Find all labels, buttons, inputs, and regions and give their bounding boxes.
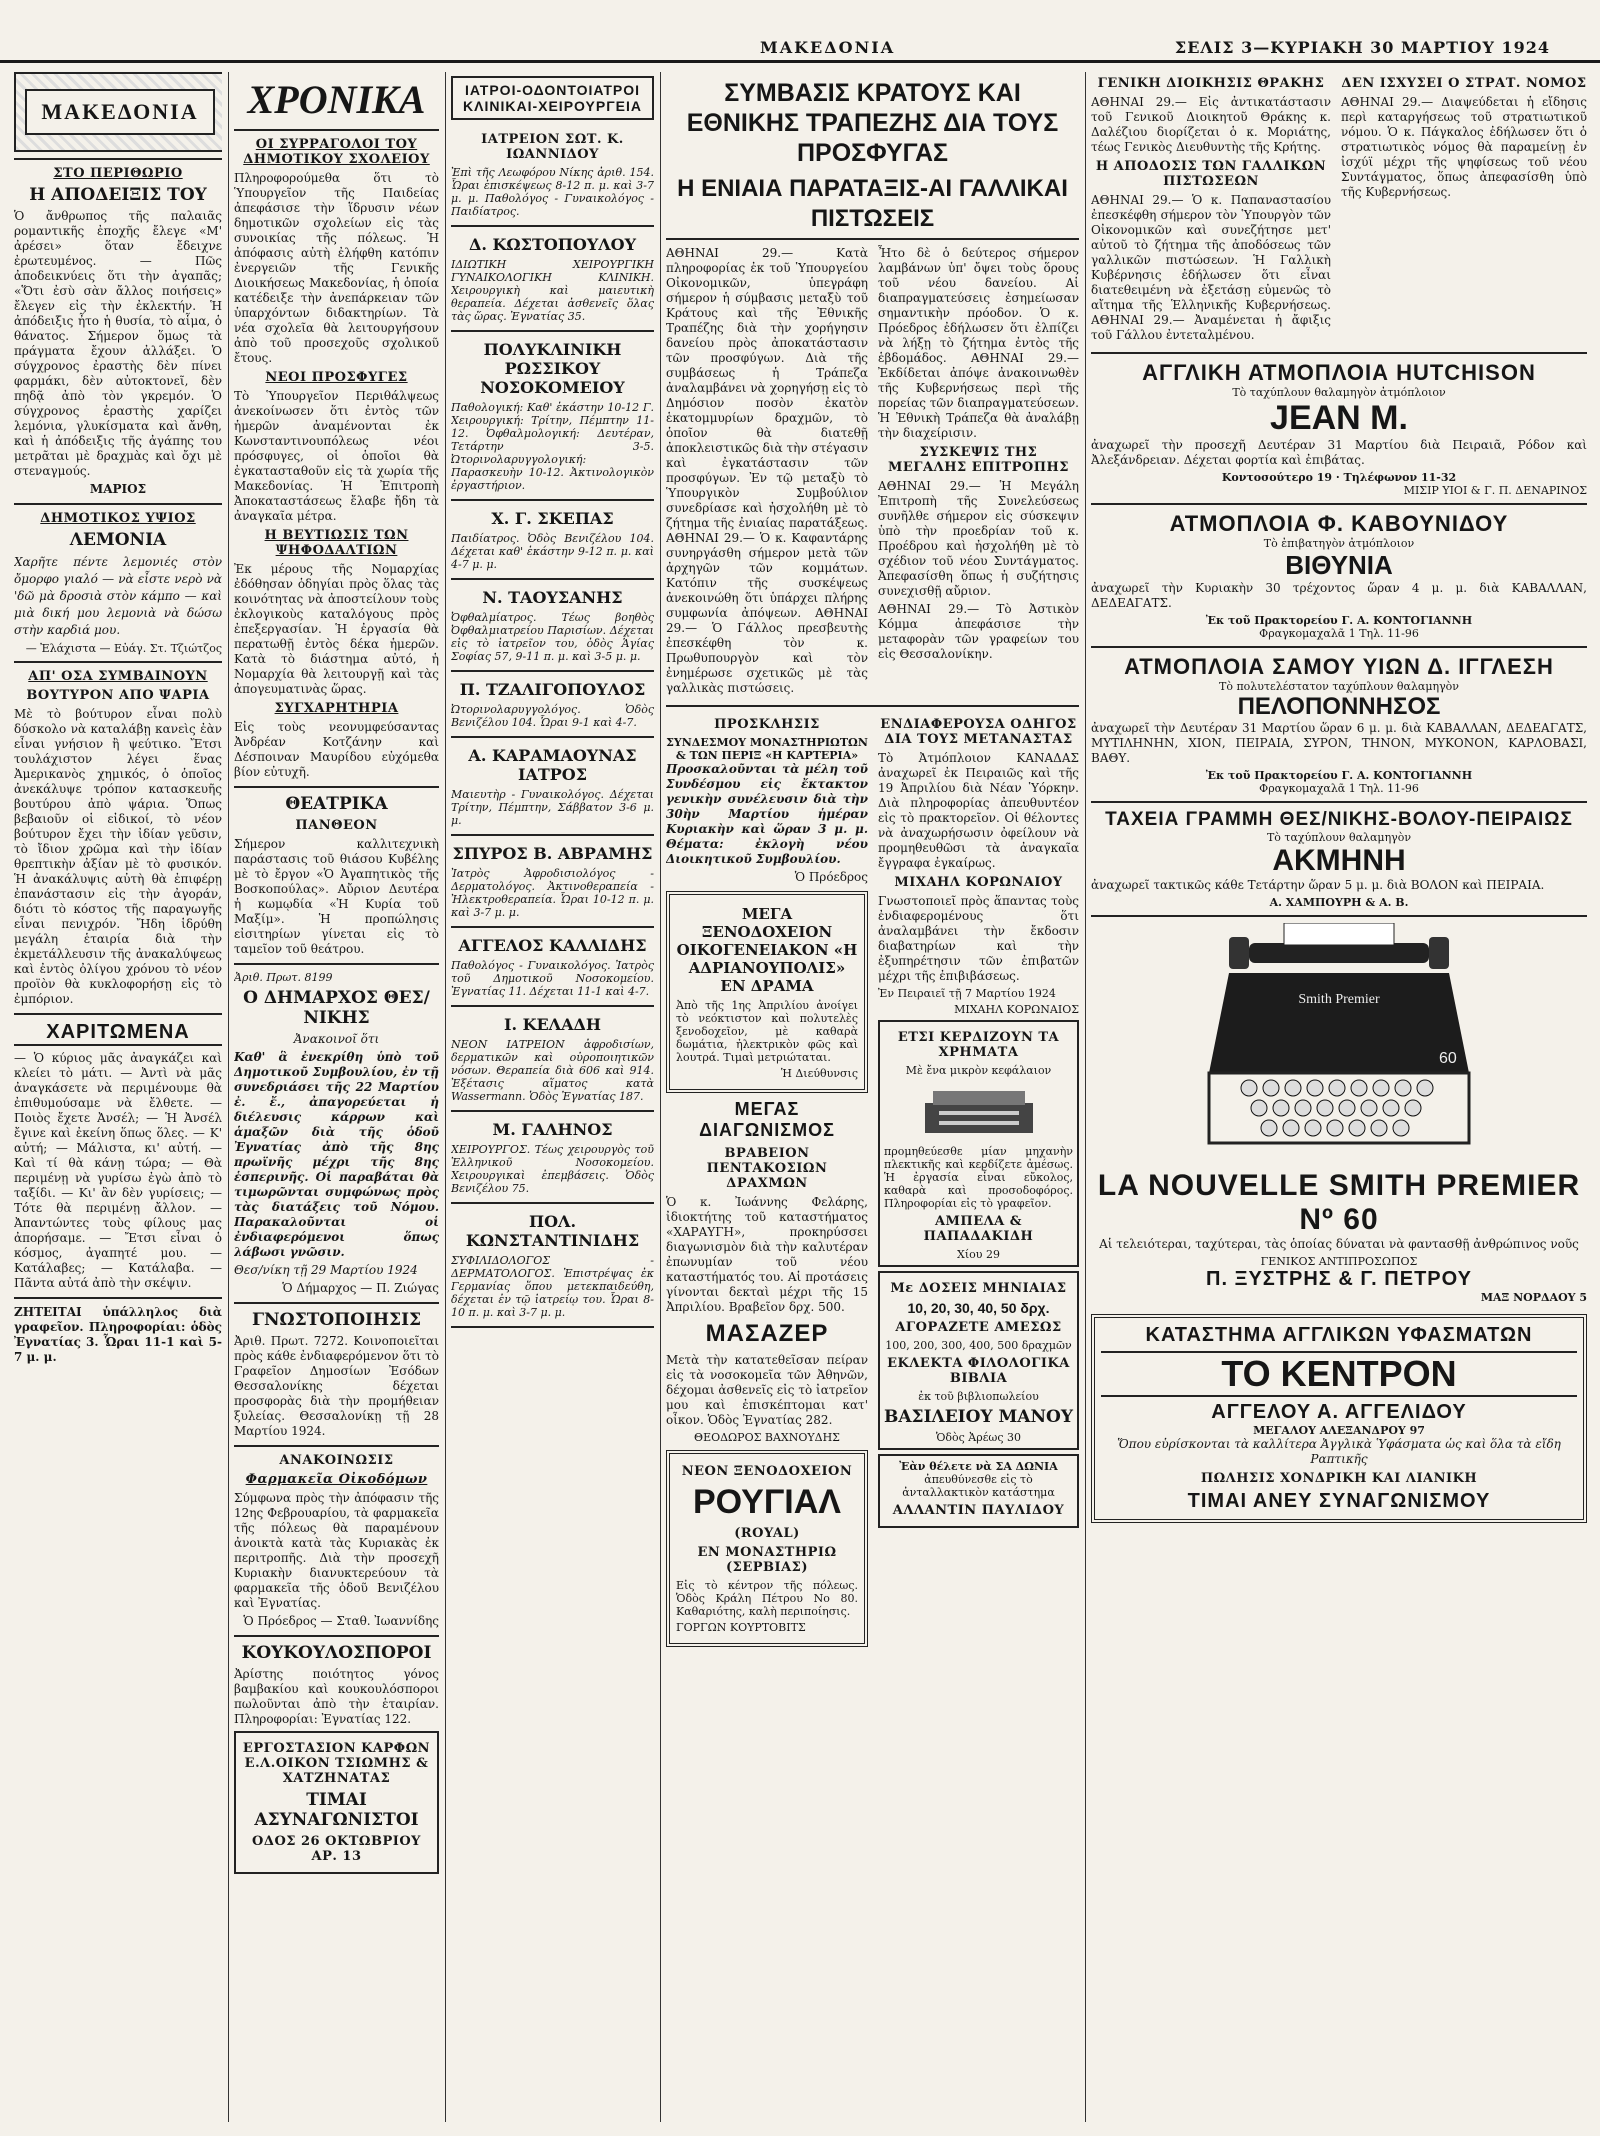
notice-subtitle: Ἀνακοινοῖ ὅτι <box>293 1032 380 1046</box>
news-col-b <box>878 246 1079 699</box>
section-kicker: ΣΤΟ ΠΕΡΙΘΩΡΙΟ <box>53 166 183 181</box>
divider <box>14 661 222 663</box>
divider <box>234 963 439 965</box>
hutchison-title: ΑΓΓΛΙΚΗ ΑΤΜΟΠΛΟΙΑ HUTCHISON <box>1142 360 1536 385</box>
chronika-item-title: Η ΒΕΥΤΙΩΣΙΣ ΤΩΝ ΨΗΦΟΔΑΛΤΙΩΝ <box>264 528 409 558</box>
cash-shop: ΑΜΠΕΛΑ & ΠΑΠΑΔΑΚΙΔΗ <box>923 1214 1034 1244</box>
doctor-name: ΣΠΥΡΟΣ Β. ΑΒΡΑΜΗΣ <box>452 844 653 863</box>
headline-1: ΣΥΜΒΑΣΙΣ ΚΡΑΤΟΥΣ ΚΑΙ ΕΘΝΙΚΗΣ ΤΡΑΠΕΖΗΣ ΔΙΑ ΤΟΥΣ ΠΡΟΣΦΥΓΑΣ <box>686 79 1059 167</box>
notice-signature: Ὁ Δήμαρχος — Π. Ζιώγας <box>282 1281 439 1295</box>
doctor-ad <box>451 124 654 227</box>
hotel-title: ΜΕΓΑ ΞΕΝΟΔΟΧΕΙΟΝ ΟΙΚΟΓΕΝΕΙΑΚΟΝ «Η ΑΔΡΙΑΝΟΥΠΟΛΙΣ» ΕΝ ΔΡΑΜΑ <box>676 905 858 995</box>
hutchison-subtitle: Τὸ ταχύπλουν θαλαμηγὸν ἀτμόπλοιον <box>1232 386 1446 399</box>
anecdote-body: — Ὁ κύριος μᾶς ἀναγκάζει καὶ κλείει τὸ μάτι. — Ἀντὶ νὰ μᾶς ἀναγκάσετε νὰ περιμένουμε θὰ ἐπιθυμούσαμε νὰ ἔλθετε. — Ποιὸς ἔχετε Ἀνσέλ; — Ἡ Ἀνσέλ ἔγινε καὶ ἐκείνη ὅπως ὅλες. — Κ' αὐτή; — Μάλιστα, κι' αὐτή. — Καὶ τί θὰ κάνῃ τώρα; — Θὰ περιμένῃ νὰ γυρίσω ἐγὼ ἀπὸ τὸ ταξίδι. — Κι' ἂν δὲν γυρίσεις; — Τότε θὰ περιμένῃ ἄλλον. — Ἀπαντώντες τοὺς φίλους μας ἀπορήσαμε. — Ἔτσι εἶναι ὁ κόσμος, ἀγαπητέ μου. — Κατάλαβες; — Κατάλαβα. — Πᾶντα αὐτά ἀπὸ τὴν σκέψιν. <box>14 1051 222 1290</box>
doctor-name: Π. ΤΖΑΛΙΓΟΠΟΥΛΟΣ <box>459 680 646 699</box>
chronika-item-title: ΣΥΓΧΑΡΗΤΗΡΙΑ <box>274 701 399 716</box>
news-body: Ἦτο δὲ ὁ δεύτερος σήμερον λαμβάνων ὑπ' ὄψει τοὺς ὅρους τοῦ νέου δανείου. Αἱ διαπραγματεύσεις ἐσημείωσαν σημαντικὴν πρόοδον. Ὁ κ. Πρόεδρος ἐδήλωσεν ὅτι ἐλπίζει νὰ λήξῃ τὸ ζήτημα ἐντὸς τῆς ἑβδομάδος. ΑΘΗΝΑΙ 29.— Ἐκδίδεται ἀπόψε ἀνακοινωθὲν τῆς Κυβερνήσεως περὶ τῆς πορείας τῶν διαπραγματεύσεων. Ἡ Ἐθνικὴ Τράπεζα θὰ ἀναλάβῃ τὴν διαχείρισιν. <box>878 246 1079 440</box>
doctor-name: Μ. ΓΑΛΗΝΟΣ <box>492 1120 613 1139</box>
theatre-title: ΘΕΑΤΡΙΚΑ <box>285 794 388 814</box>
kentron-kicker: ΚΑΤΑΣΤΗΜΑ ΑΓΓΛΙΚΩΝ ΥΦΑΣΜΑΤΩΝ <box>1145 1324 1533 1346</box>
doctor-ad <box>451 1204 654 1328</box>
gnost-title: ΓΝΩΣΤΟΠΟΙΗΣΙΣ <box>251 1310 422 1330</box>
books-subtitle: Με ΔΟΣΕΙΣ ΜΗΝΙΑΙΑΣ <box>890 1281 1067 1296</box>
kavounidou-title: ΑΤΜΟΠΛΟΙΑ Φ. ΚΑΒΟΥΝΙΔΟΥ <box>1169 511 1509 536</box>
kentron-price: ΤΙΜΑΙ ΑΝΕΥ ΣΥΝΑΓΩΝΙΣΜΟΥ <box>1187 1490 1491 1512</box>
divider <box>1091 646 1587 648</box>
factory-name: ΕΡΓΟΣΤΑΣΙΟΝ ΚΑΡΦΩΝ Ε.Λ.ΟΙΚΟΝ ΤΣΙΩΜΗΣ & ΧΑΤΖΗΝΑΤΑΣ <box>242 1741 431 1786</box>
fast-line-title: ΤΑΧΕΙΑ ΓΡΑΜΜΗ ΘΕΣ/ΝΙΚΗΣ-ΒΟΛΟΥ-ΠΕΙΡΑΙΩΣ <box>1105 809 1573 830</box>
divider <box>234 1445 439 1447</box>
cash-subtitle: Μὲ ἔνα μικρὸν κεφάλαιον <box>905 1064 1052 1077</box>
kentron-sale: ΠΩΛΗΣΙΣ ΧΟΝΔΡΙΚΗ ΚΑΙ ΛΙΑΝΙΚΗ <box>1200 1471 1478 1486</box>
samos-ship: ΠΕΛΟΠΟΝΝΗΣΟΣ <box>1237 693 1441 720</box>
books-buy: ΑΓΟΡΑΖΕΤΕ ΑΜΕΣΩΣ <box>895 1320 1062 1335</box>
notice-title: Ο ΔΗΜΑΡΧΟΣ ΘΕΣ/ΝΙΚΗΣ <box>243 988 430 1028</box>
doctor-ads <box>451 124 654 1328</box>
news-col-a <box>666 246 868 699</box>
typewriter-ad <box>1091 923 1587 1304</box>
kentron-address: ΜΕΓΑΛΟΥ ΑΛΕΞΑΝΔΡΟΥ 97 <box>1253 1424 1425 1437</box>
wanted-ad: ΖΗΤΕΙΤΑΙ ὑπάλληλος διὰ γραφεῖον. Πληροφορίαι: ὁδὸς Ἐγνατίας 3. Ὧραι 11-1 καὶ 5-7 μ. μ. <box>14 1305 222 1364</box>
chronika-item-body: Εἰς τοὺς νεονυμφεύσαντας Ἀνδρέαν Κοτζάνην καὶ Δέσποιναν Μαυρίδου εὐχόμεθα βίον εὐτυχῆ. <box>234 720 439 779</box>
fast-line-ship: ΑΚΜΗΝΗ <box>1272 844 1406 877</box>
logo-text: ΜΑΚΕΔΟΝΙΑ <box>25 89 214 135</box>
doctor-ad <box>451 501 654 580</box>
right-news <box>1091 72 1587 346</box>
doctor-details: Ἐπὶ τῆς Λεωφόρου Νίκης ἀριθ. 154. Ὧραι ἐπισκέψεως 8-12 π. μ. καὶ 3-7 μ. μ. Παθολόγος - Γυναικολόγος - Παιδίατρος. <box>451 166 654 218</box>
books-amounts: 100, 200, 300, 400, 500 δραχμῶν <box>885 1339 1072 1352</box>
doctor-ad <box>451 227 654 332</box>
chronika-item-title: ΟΙ ΣΥΡΡΑΓΟΛΟΙ ΤΟΥ ΔΗΜΟΤΙΚΟΥ ΣΧΟΛΕΙΟΥ <box>243 137 430 167</box>
doctor-name: Ι. ΚΕΛΑΔΗ <box>503 1015 602 1034</box>
theatre-body: Σήμερον καλλιτεχνικὴ παράστασις τοῦ θιάσου Κυβέλης μὲ τὸ ἔργον «Ὁ Ἀγαπητικὸς τῆς Βοσκοπούλας». Αὔριον Δευτέρα ἡ κωμῳδία «Ἡ Κυρία τοῦ Μαξίμ». Ἡ προπώλησις εἰσιτηρίων γίνεται εἰς τὸ ταμεῖον τοῦ θεάτρου. <box>234 837 439 956</box>
prosk-title: ΠΡΟΣΚΛΗΣΙΣ <box>714 717 820 732</box>
typewriter-illustration <box>1189 923 1489 1163</box>
samos-body: ἀναχωρεῖ τὴν Δευτέραν 31 Μαρτίου ὥραν 6 μ. μ. διὰ ΚΑΒΑΛΛΑΝ, ΔΕΔΕΑΓΑΤΣ, ΜΥΤΙΛΗΝΗΝ, ΧΙΟΝ, ΠΕΙΡΑΙΑ, ΣΥΡΟΝ, ΤΗΝΟΝ, ΜΥΚΟΝΟΝ, ΚΑΡΛΟΒΑΣΙ, ΒΑΘΥ. <box>1091 721 1587 765</box>
column-rule <box>660 72 661 2122</box>
mil-body: ΑΘΗΝΑΙ 29.— Διαψεύδεται ἡ εἴδησις περὶ καταργήσεως τοῦ στρατιωτικοῦ νόμου. Ὁ κ. Πάγκαλος ἐδήλωσεν ὅτι ὁ στρατιωτικὸς νόμος θὰ παραμείνῃ ἐν ἰσχύϊ μέχρι τῆς ψηφίσεως τοῦ νέου Συντάγματος, ὅπως ἀπεφασίσθη ὑπὸ τῆς Κυβερνήσεως. <box>1341 95 1587 199</box>
column-rule <box>445 72 446 2122</box>
hutchison-body: ἀναχωρεῖ τὴν προσεχῆ Δευτέραν 31 Μαρτίου διὰ Πειραιᾶ, Ρόδον καὶ Ἀλεξάνδρειαν. Δέχεται φορτία καὶ ἐπιβάτας. <box>1091 438 1587 467</box>
chronika-title: ΧΡΟΝΙΚΑ <box>247 77 426 122</box>
royal-body: Εἰς τὸ κέντρον τῆς πόλεως. Ὁδὸς Κράλη Πέτρου Νο 80. Καθαριότης, καλὴ περιποίησις. <box>676 1579 858 1618</box>
massage-title: ΜΑΣΑΖΕΡ <box>705 1320 829 1347</box>
chronika-item-body: Ἐκ μέρους τῆς Νομαρχίας ἐδόθησαν ὁδηγίαι πρὸς ὅλας τὰς κοινότητας νὰ ἀποστείλουν τοὺς ἐκλογικοὺς καταλόγους πρὸς ἐπεξεργασίαν. Ἡ ἐργασία θὰ περατωθῇ ἐντὸς δέκα ἡμερῶν. Κατὰ τὸ διάστημα αὐτό, ἡ Νομαρχία θὰ λειτουργῇ καὶ τὰς ἀπογευματινὰς ὥρας. <box>234 562 439 696</box>
divider <box>1091 503 1587 505</box>
poem-title: ΛΕΜΟΝΙΑ <box>69 530 167 550</box>
anecdote-title: ΧΑΡΙΤΩΜΕΝΑ <box>14 1021 222 1046</box>
divider <box>14 503 222 505</box>
anak-body: Σύμφωνα πρὸς τὴν ἀπόφασιν τῆς 12ης Φεβρουαρίου, τὰ φαρμακεῖα τῆς πόλεως θὰ παραμένουν ἀνοικτὰ κατὰ τὰς Κυριακὰς ἐκ περιτροπῆς. Διὰ τὴν προσεχῆ Κυριακὴν διανυκτερεύουν τὰ φαρμακεῖα τῆς ὁδοῦ Βενιζέλου καὶ Ἐγνατίας. <box>234 1491 439 1610</box>
doctor-details: ΣΥΦΙΛΙΔΟΛΟΓΟΣ - ΔΕΡΜΑΤΟΛΟΓΟΣ. Ἐπιστρέψας ἐκ Γερμανίας ὅπου μετεκπαιδεύθη, δέχεται ἐν τῷ ἰατρείῳ του. Ὧραι 8-10 π. μ. καὶ 3-7 μ. μ. <box>451 1254 654 1319</box>
doctor-details: Ὀφθαλμίατρος. Τέως βοηθὸς Ὀφθαλμιατρείου Παρισίων. Δέχεται εἰς τὸ ἰατρεῖον του, ὁδὸς Ἁγίας Σοφίας 57, 9-11 π. μ. καὶ 3-5 μ. μ. <box>451 611 654 663</box>
doctor-ad <box>451 580 654 672</box>
kavounidou-tel: Φραγκομαχαλᾶ 1 Τηλ. 11-96 <box>1259 627 1419 640</box>
notice-date: Θεσ/νίκη τῇ 29 Μαρτίου 1924 <box>234 1263 418 1277</box>
kentron-ad <box>1091 1314 1587 1523</box>
prosk-signature: Ὁ Πρόεδρος <box>794 870 868 884</box>
cash-kicker: ΕΤΣΙ ΚΕΡΔΙΖΟΥΝ ΤΑ ΧΡΗΜΑΤΑ <box>897 1030 1060 1060</box>
masthead-paper-name: ΜΑΚΕΔΟΝΙΑ <box>760 38 896 57</box>
column-3 <box>451 72 654 2122</box>
typewriter-title: LA NOUVELLE SMITH PREMIER Nº 60 <box>1097 1169 1581 1236</box>
divider <box>234 129 439 131</box>
divider <box>234 786 439 788</box>
hutchison-ship: JEAN M. <box>1270 399 1408 437</box>
article-body: Ὁ ἄνθρωπος τῆς παλαιᾶς ρομαντικῆς ἐποχῆς ἔλεγε «Μ' ἀρέσει» ὅταν ἔδειχνε ἐρωτευμένος. — Πῶς ἀποδεικνύεις ὅτι τὴν ἀγαπᾶς; «Ὅτι ἐσὺ σὰν ἄλλος ποιήσεις» ἔλεγεν εἰς τὴν ἐκλεκτήν. Ἡ ἀπόδειξις ἦτο ἡ θυσία, τὸ αἷμα, ὁ θάνατος. Σήμερον ὅμως τὰ πράγματα ἔχουν ἀλλάξει. Ὁ σύγχρονος ἐραστὴς δὲν πίνει φαρμάκι, δὲν αὐτοκτονεῖ, δὲν πηδᾷ ἀπὸ τὸν γκρεμόν. Ὁ σύγχρονος ἐραστὴς χαρίζει λεμόνια, γλυκίσματα καὶ ἄνθη, καὶ ἡ ἀπόδειξις τῆς ἀγάπης του μετρᾶται μὲ δραχμὰς καὶ ὄχι μὲ στεναγμούς. <box>14 209 222 478</box>
doctor-name: ΠΟΛ. ΚΩΝΣΤΑΝΤΙΝΙΔΗΣ <box>465 1212 640 1250</box>
competition-title: ΜΕΓΑΣ ΔΙΑΓΩΝΙΣΜΟΣ <box>699 1099 835 1140</box>
royal-alt: (ROYAL) <box>734 1526 800 1541</box>
emigr-body: Τὸ Ἀτμόπλοιον ΚΑΝΑΔΑΣ ἀναχωρεῖ ἐκ Πειραιῶς καὶ τῆς 19 Ἀπριλίου διὰ Νέαν Ὑόρκην. Διὰ πληροφορίας ἀπευθυντέον εἰς τὸ πρακτορεῖον. Οἱ θέλοντες νὰ ἀναχωρήσωσιν ὀφείλουν νὰ προμηθευθῶσι τὰ ἀναγκαῖα ἔγγραφα ἐγκαίρως. <box>878 751 1079 870</box>
cabinet-title: ΣΥΣΚΕΨΙΣ ΤΗΣ ΜΕΓΑΛΗΣ ΕΠΙΤΡΟΠΗΣ <box>888 445 1069 475</box>
fast-line-body: ἀναχωρεῖ τακτικῶς κάθε Τετάρτην ὥραν 5 μ. μ. διὰ ΒΟΛΟΝ καὶ ΠΕΙΡΑΙΑ. <box>1091 878 1545 892</box>
gen-body: ΑΘΗΝΑΙ 29.— Εἰς ἀντικατάστασιν τοῦ Γενικοῦ Διοικητοῦ Θράκης κ. Δαλέζιου διορίζεται ὁ κ. Μοριάτης, τέως Γενικὸς Διευθυντὴς τῆς Κρήτης. <box>1091 95 1331 154</box>
doctor-name: Ν. ΤΑΟΥΣΑΝΗΣ <box>482 588 623 607</box>
chronika-item-body: Πληροφορούμεθα ὅτι τὸ Ὑπουργεῖον τῆς Παιδείας ἀπεφάσισε τὴν ἵδρυσιν νέων δημοτικῶν σχολείων εἰς τὰς συνοικίας τῆς πόλεως. Ἡ ἀπόφασις αὐτὴ ἐλήφθη κατόπιν ἐνεργειῶν τῆς Γενικῆς Διοικήσεως Μακεδονίας, ἡ ὁποία κατέδειξε τὴν ἀνεπάρκειαν τῶν ὑπαρχόντων διδακτηρίων. Τὰ νέα σχολεῖα θὰ λειτουργήσουν ἀπὸ τοῦ προσεχοῦς σχολικοῦ ἔτους. <box>234 171 439 365</box>
doctor-ad <box>451 332 654 501</box>
right-news-b <box>1341 72 1587 346</box>
notice-body: Καθ' ἃ ἐνεκρίθη ὑπὸ τοῦ Δημοτικοῦ Συμβουλίου, ἐν τῇ συνεδριάσει τῆς 22 Μαρτίου ἐ. ἔ., ἀπαγορεύεται ἡ διέλευσις κάρρων καὶ ἁμαξῶν διὰ τῆς ὁδοῦ Ἐγνατίας ἀπὸ τῆς 8ης πρωϊνῆς μέχρι τῆς 8ης ἑσπερινῆς. Οἱ παραβάται θὰ τιμωρῶνται συμφώνως πρὸς τὰς διατάξεις τοῦ Νόμου. Παρακαλοῦνται οἱ ἐνδιαφερόμενοι ὅπως λάβωσι γνῶσιν. <box>234 1050 439 1259</box>
mil-title: ΔΕΝ ΙΣΧΥΣΕΙ Ο ΣΤΡΑΤ. ΝΟΜΟΣ <box>1341 76 1587 91</box>
hotel-ad <box>666 891 868 1093</box>
kavounidou-agent: Ἐκ τοῦ Πρακτορείου Γ. Α. ΚΟΝΤΟΓΙΑΝΝΗ <box>1205 614 1473 627</box>
divider <box>666 705 1079 707</box>
samos-title: ΑΤΜΟΠΛΟΙΑ ΣΑΜΟΥ ΥΙΩΝ Δ. ΙΓΓΛΕΣΗ <box>1124 654 1554 679</box>
typewriter-subtitle: Αἱ τελειότεραι, ταχύτεραι, τὰς ὁποίας δύναται νὰ φαντασθῇ ἀνθρώπινος νοῦς <box>1099 1237 1579 1251</box>
column-6 <box>1091 72 1587 2122</box>
divider <box>1091 352 1587 354</box>
anak-subtitle: Φαρμακεῖα Οἰκοδόμων <box>245 1472 428 1487</box>
headline-2: Η ΕΝΙΑΙΑ ΠΑΡΑΤΑΞΙΣ-ΑΙ ΓΑΛΛΙΚΑΙ ΠΙΣΤΩΣΕΙΣ <box>666 174 1079 240</box>
poem-signature: — Ἐλάχιστα — Εὐάγ. Στ. Τζιώτζος <box>25 642 222 655</box>
masthead <box>0 38 1600 63</box>
medical-header: ΙΑΤΡΟΙ-ΟΔΟΝΤΟΙΑΤΡΟΙ ΚΛΙΝΙΚΑΙ-ΧΕΙΡΟΥΡΓΕΙΑ <box>451 76 654 120</box>
cabinet-body: ΑΘΗΝΑΙ 29.— Ἡ Μεγάλη Ἐπιτροπὴ τῆς Συνελεύσεως συνῆλθε σήμερον εἰς σύσκεψιν ὑπὸ τὴν προεδρίαν τοῦ κ. Προέδρου καὶ ἠσχολήθη μὲ τὸ σχέδιον τοῦ νέου Συντάγματος. Ἀπεφασίσθη ὅπως ἡ συζήτησις συνεχισθῇ αὔριον. <box>878 479 1079 598</box>
typewriter-keys <box>1241 1080 1433 1136</box>
kouk-title: ΚΟΥΚΟΥΛΟΣΠΟΡΟΙ <box>241 1643 432 1663</box>
doctor-details: ΙΔΙΩΤΙΚΗ ΧΕΙΡΟΥΡΓΙΚΗ ΓΥΝΑΙΚΟΛΟΓΙΚΗ ΚΛΙΝΙΚΗ. Χειρουργικὴ καὶ μαιευτικὴ θεραπεία. Δέχεται ἀσθενεῖς ὅλας τὰς ὥρας. Ἐγνατίας 35. <box>451 258 654 323</box>
fast-line-agent: Α. ΧΑΜΠΟΥΡΗ & Α. Β. <box>1269 896 1409 909</box>
prosk-body: Προσκαλοῦνται τὰ μέλη τοῦ Συνδέσμου εἰς ἔκτακτον γενικὴν συνέλευσιν διὰ τὴν 30ὴν Μαρτίου ἡμέραν Κυριακὴν καὶ ὥραν 3 μ. μ. Θέματα: ἐκλογὴ νέου Διοικητικοῦ Συμβουλίου. <box>666 762 868 866</box>
royal-signature: ΓΟΡΓΩΝ ΚΟΥΡΤΟΒΙΤΣ <box>676 1621 806 1634</box>
news-columns <box>666 246 1079 699</box>
samos-subtitle: Τὸ πολυτελέστατον ταχύπλουν θαλαμηγὸν <box>1219 680 1459 693</box>
cash-body: προμηθεύεσθε μίαν μηχανὴν πλεκτικῆς καὶ κερδίζετε ἀμέσως. Ἡ ἐργασία εἶναι εὔκολος, καθαρὰ καὶ προσοδοφόρος. Πληροφορίαι εἰς τὸ γραφεῖον. <box>884 1145 1073 1210</box>
massage-body: Μετὰ τὴν κατατεθεῖσαν πείραν εἰς τὰ νοσοκομεῖα τῶν Ἀθηνῶν, δέχομαι ἀσθενεῖς εἰς τὸ ἰατρεῖον μου καὶ ἐπισκέπτομαι κατ' οἶκον. Ὁδὸς Ἐγνατίας 282. <box>666 1353 868 1427</box>
newspaper-logo <box>14 72 222 152</box>
humor-body: Μὲ τὸ βούτυρον εἶναι πολὺ δύσκολο νὰ καταλάβῃ κανεὶς ἐὰν εἶναι γνήσιον ἢ ψεύτικο. Ἔτσι τουλάχιστον λέγει ἕνας Ἀμερικανὸς χημικός, ὁ ὁποῖος ἀνεκάλυψε τρόπον κατασκευῆς βουτύρου ἀπὸ ψάρια. Ὅπως βεβαιοῦν οἱ εἰδικοί, τὸ νέον βούτυρον ἔχει τὴν ἰδίαν γεῦσιν, τὸ ἴδιον χρῶμα καὶ τὴν ἰδίαν θρεπτικὴν ἀξίαν μὲ τὸ φυσικόν. Ἡ ἀνακάλυψις αὐτὴ θὰ ἐπιφέρῃ ἐπανάστασιν εἰς τὴν ἀγοράν, διότι τὸ κόστος τῆς παραγωγῆς εἶναι πενιχρόν. Ἤδη ἱδρύθη μεγάλη ἑταιρία διὰ τὴν ἐκμετάλλευσιν τῆς ἀνακαλύψεως καὶ ἐντὸς ὀλίγου χρόνου τὸ νέον προϊὸν θὰ κυκλοφορήσῃ εἰς τὸ ἐμπόριον. <box>14 707 222 1006</box>
kavounidou-ship: ΒΙΘΥΝΙΑ <box>1285 550 1393 580</box>
books-installments: 10, 20, 30, 40, 50 δρχ. <box>907 1300 1050 1316</box>
kentron-name: ΤΟ ΚΕΝΤΡΟΝ <box>1101 1351 1577 1397</box>
kouk-body: Ἀρίστης ποιότητος γόνος βαμβακίου καὶ κουκουλόσποροι πωλοῦνται ἀπὸ τὴν ἑταιρίαν. Πληροφορίαι: Ἐγνατίας 122. <box>234 1667 439 1726</box>
doctor-name: ΙΑΤΡΕΙΟΝ ΣΩΤ. Κ. ΙΩΑΝΝΙΔΟΥ <box>481 132 624 162</box>
humor-kicker: ΑΠ' ΟΣΑ ΣΥΜΒΑΙΝΟΥΝ <box>28 669 208 684</box>
doctor-name: Χ. Γ. ΣΚΕΠΑΣ <box>491 509 614 528</box>
royal-kicker: ΝΕΟΝ ΞΕΝΟΔΟΧΕΙΟΝ <box>681 1464 853 1479</box>
doctor-details: Ὠτορινολαρυγγολόγος. Ὁδὸς Βενιζέλου 104. Ὧραι 9-1 καὶ 4-7. <box>451 703 654 729</box>
royal-name: ΡΟΥΓΙΑΛ <box>693 1483 841 1521</box>
prosk-subtitle: ΣΥΝΔΕΣΜΟΥ ΜΟΝΑΣΤΗΡΙΩΤΩΝ & ΤΩΝ ΠΕΡΙΞ «Η ΚΑΡΤΕΡΙΑ» <box>666 736 868 762</box>
article-title: Η ΑΠΟΔΕΙΞΙΣ ΤΟΥ <box>29 185 207 205</box>
poem-kicker: ΔΗΜΟΤΙΚΟΣ ΥΨΙΟΣ <box>40 511 196 526</box>
doctor-ad <box>451 738 654 836</box>
divider <box>14 1297 222 1299</box>
divider <box>14 158 222 160</box>
doctor-ad <box>451 928 654 1007</box>
masthead-date: ΣΕΛΙΣ 3—ΚΥΡΙΑΚΗ 30 ΜΑΡΤΙΟΥ 1924 <box>1174 38 1550 57</box>
typewriter-address: ΜΑΞ ΝΟΡΔΑΟΥ 5 <box>1480 1291 1587 1304</box>
emigr-body-2: Γνωστοποιεῖ πρὸς ἅπαντας τοὺς ἐνδιαφερομένους ὅτι ἀναλαμβάνει τὴν ἔκδοσιν διαβατηρίων καὶ τὴν ἐξυπηρέτησιν τῶν ἐπιβατῶν μέχρι τῆς ἐπιβιβάσεως. <box>878 894 1079 983</box>
ads-col-b <box>878 713 1079 1653</box>
sale-line-2: ἀπευθύνεσθε εἰς τὸ ἀνταλλακτικὸν κατάστημα <box>902 1473 1055 1499</box>
divider <box>234 1635 439 1637</box>
massage-signature: ΘΕΟΔΩΡΟΣ ΒΑΧΝΟΥΔΗΣ <box>694 1431 840 1444</box>
divider <box>1091 801 1587 803</box>
royal-location: ΕΝ ΜΟΝΑΣΤΗΡΙΩ (ΣΕΡΒΙΑΣ) <box>697 1545 837 1575</box>
kavounidou-body: ἀναχωρεῖ τὴν Κυριακὴν 30 τρέχοντος ὥραν 4 μ. μ. διὰ ΚΑΒΑΛΛΑΝ, ΔΕΔΕΑΓΑΤΣ. <box>1091 581 1587 610</box>
divider <box>1091 915 1587 917</box>
competition-subtitle: ΒΡΑΒΕΙΟΝ ΠΕΝΤΑΚΟΣΙΩΝ ΔΡΑΧΜΩΝ <box>706 1146 828 1191</box>
cash-ad <box>878 1020 1079 1267</box>
divider <box>14 1013 222 1015</box>
fast-line-subtitle: Τὸ ταχύπλουν θαλαμηγὸν <box>1266 831 1412 844</box>
kavounidou-subtitle: Τὸ ἐπιβατηγὸν ἀτμόπλοιον <box>1263 537 1415 550</box>
doctor-name: ΠΟΛΥΚΛΙΝΙΚΗ ΡΩΣΣΙΚΟΥ ΝΟΣΟΚΟΜΕΙΟΥ <box>480 340 625 397</box>
ads-col-a <box>666 713 868 1653</box>
apod-body: ΑΘΗΝΑΙ 29.— Ὁ κ. Παπαναστασίου ἐπεσκέφθη σήμερον τὸν Ὑπουργὸν τῶν Οἰκονομικῶν καὶ συνεζήτησε μετ' αὐτοῦ τὸ ζήτημα τῆς ἀποδόσεως τῶν γαλλικῶν πιστώσεων. Ἡ Γαλλικὴ Κυβέρνησις ἐδήλωσεν ὅτι εἶναι διατεθειμένη νὰ ἐξετάσῃ εὐμενῶς τὸ αἴτημα τῆς Ἑλληνικῆς Κυβερνήσεως. ΑΘΗΝΑΙ 29.— Ἀναμένεται ἡ ἄφιξις τοῦ Γάλλου ἐντεταλμένου. <box>1091 193 1331 342</box>
factory-address: ΟΔΟΣ 26 ΟΚΤΩΒΡΙΟΥ ΑΡ. 13 <box>252 1834 421 1864</box>
theatre-subtitle: ΠΑΝΘΕΟΝ <box>295 818 378 833</box>
books-text: ἐκ τοῦ βιβλιοπωλείου <box>918 1390 1039 1403</box>
right-news-a <box>1091 72 1331 346</box>
doctor-details: Παθολόγος - Γυναικολόγος. Ἰατρὸς τοῦ Δημοτικοῦ Νοσοκομείου. Ἐγνατίας 11. Δέχεται 11-1 καὶ 4-7. <box>451 959 654 998</box>
factory-tagline: ΤΙΜΑΙ ΑΣΥΝΑΓΩΝΙΣΤΟΙ <box>254 1790 419 1830</box>
knitting-machine-image <box>919 1081 1039 1141</box>
hutchison-office: Κοντοσούτερο 19 · Τηλέφωνον 11-32 <box>1221 471 1457 484</box>
column-rule <box>1085 72 1086 2122</box>
emigr-name: ΜΙΧΑΗΛ ΚΟΡΩΝΑΙΟΥ <box>894 875 1063 890</box>
emigr-signature: ΜΙΧΑΗΛ ΚΟΡΩΝΑΙΟΣ <box>954 1003 1079 1016</box>
divider <box>234 1302 439 1304</box>
doctor-name: Α. ΚΑΡΑΜΑΟΥΝΑΣ ΙΑΤΡΟΣ <box>468 746 637 784</box>
typewriter-model-number: 60 <box>1439 1050 1457 1067</box>
hutchison-ad <box>1091 360 1587 497</box>
chronika-item-body: Τὸ Ὑπουργεῖον Περιθάλψεως ἀνεκοίνωσεν ὅτι ἐντὸς τῶν ἡμερῶν ἀναμένονται ἐκ Κωνσταντινουπόλεως νέοι πρόσφυγες, οἱ ὁποῖοι θὰ ἐγκατασταθοῦν εἰς τὰ χωρία τῆς Μακεδονίας. Ἡ Ἐπιτροπὴ Ἀποκαταστάσεως ἔλαβε ἤδη τὰ ἀναγκαῖα μέτρα. <box>234 389 439 523</box>
chronika-item-title: ΝΕΟΙ ΠΡΟΣΦΥΓΕΣ <box>265 370 408 385</box>
gnost-body: Ἀριθ. Πρωτ. 7272. Κοινοποιεῖται πρὸς κάθε ἐνδιαφερόμενον ὅτι τὸ Γραφεῖον Δημοσίων Ἐσόδων Θεσσαλονίκης δέχεται προσφορὰς διὰ τὴν προμήθειαν ξυλείας. Θεσσαλονίκῃ τῇ 28 Μαρτίου 1924. <box>234 1334 439 1438</box>
column-rule <box>228 72 229 2122</box>
anak-signature: Ὁ Πρόεδρος — Σταθ. Ἰωαννίδης <box>243 1614 439 1628</box>
samos-agent: Ἐκ τοῦ Πρακτορείου Γ. Α. ΚΟΝΤΟΓΙΑΝΝΗ <box>1205 769 1473 782</box>
typewriter-rep: ΓΕΝΙΚΟΣ ΑΝΤΙΠΡΟΣΩΠΟΣ <box>1260 1255 1418 1268</box>
doctor-details: Παιδίατρος. Ὀδὸς Βενιζέλου 104. Δέχεται καθ' ἑκάστην 9-12 π. μ. καὶ 4-7 μ. μ. <box>451 532 654 571</box>
main-news <box>666 72 1079 2122</box>
royal-ad <box>666 1450 868 1647</box>
gen-title: ΓΕΝΙΚΗ ΔΙΟΙΚΗΣΙΣ ΘΡΑΚΗΣ <box>1097 76 1325 91</box>
athens-news: ΑΘΗΝΑΙ 29.— Τὸ Ἀστικὸν Κόμμα ἀπεφάσισε τὴν μεταφορὰν τῶν γραφείων του εἰς Θεσσαλονίκην. <box>878 602 1079 661</box>
factory-ad <box>234 1731 439 1874</box>
typewriter-dealer: Π. ΞΥΣΤΡΗΣ & Γ. ΠΕΤΡΟΥ <box>1206 1268 1472 1290</box>
books-address: Ὁδὸς Ἀρέως 30 <box>935 1431 1022 1444</box>
kentron-text: Ὅπου εὑρίσκονται τὰ καλλίτερα Ἀγγλικὰ Ὑφάσματα ὡς καὶ ὅλα τὰ εἴδη Ραπτικῆς <box>1117 1437 1561 1466</box>
hotel-body: Ἀπὸ τῆς 1ης Ἀπριλίου ἀνοίγει τὸ νεόκτιστον καὶ πολυτελὲς ξενοδοχεῖον, μὲ καθαρὰ δωμάτια, ἠλεκτρικὸν φῶς καὶ λουτρά. Τιμαὶ μετριώταται. <box>676 999 858 1064</box>
emigr-date: Ἐν Πειραιεῖ τῇ 7 Μαρτίου 1924 <box>878 987 1056 1000</box>
column-1 <box>14 72 222 2122</box>
sale-line-1: Ἐὰν θέλετε νὰ ΣΑ ΔΩΝΙΑ <box>899 1460 1058 1473</box>
typewriter-brand: Smith Premier <box>1298 992 1380 1007</box>
doctor-ad <box>451 1112 654 1204</box>
doctor-details: Μαιευτὴρ - Γυναικολόγος. Δέχεται Τρίτην, Πέμπτην, Σάββατον 3-6 μ. μ. <box>451 788 654 827</box>
article-signature: ΜΑΡΙΟΣ <box>89 482 147 496</box>
doctor-ad <box>451 672 654 738</box>
emigr-title: ΕΝΔΙΑΦΕΡΟΥΣΑ ΟΔΗΓΟΣ ΔΙΑ ΤΟΥΣ ΜΕΤΑΝΑΣΤΑΣ <box>880 717 1077 747</box>
doctor-ad <box>451 1007 654 1112</box>
doctor-details: ΝΕΟΝ ΙΑΤΡΕΙΟΝ ἀφροδισίων, δερματικῶν καὶ οὐροποιητικῶν νόσων. Θεραπεία διὰ 606 καὶ 914. Ἐξέτασις αἵματος κατὰ Wassermann. Ὁδὸς Ἐγνατίας 187. <box>451 1038 654 1103</box>
hotel-signature: Ἡ Διεύθυνσις <box>780 1067 858 1080</box>
doctor-ad <box>451 836 654 928</box>
poem-text: Χαρῆτε πέντε λεμονιές στὸν ὄμορφο γιαλό — νὰ εἶστε νερὸ νὰ 'δῶ μὰ δροσιὰ στὸν κάμπο — καὶ μιὰ δική μου λεμονιὰ νὰ δώσω στὴν καρδιά μου. <box>14 555 222 637</box>
sale-ad <box>878 1454 1079 1528</box>
cash-address: Χίου 29 <box>957 1248 1000 1261</box>
hutchison-agent: ΜΙΣΙΡ ΥΙΟΙ & Γ. Π. ΔΕΝΑΡΙΝΟΣ <box>1403 484 1587 497</box>
kentron-owner: ΑΓΓΕΛΟΥ Α. ΑΓΓΕΛΙΔΟΥ <box>1211 1401 1467 1423</box>
competition-body: Ὁ κ. Ἰωάννης Φελάρης, ἰδιοκτήτης τοῦ καταστήματος «ΧΑΡΑΥΓΗ», προκηρύσσει διαγωνισμὸν διὰ τὴν καλυτέραν ἐπωνυμίαν τοῦ νέου καταστήματός του. Αἱ προτάσεις γίνονται δεκταὶ μέχρι τῆς 15 Ἀπριλίου. Βραβεῖον δρχ. 500. <box>666 1195 868 1314</box>
humor-title: ΒΟΥΤΥΡΟΝ ΑΠΟ ΨΑΡΙΑ <box>26 688 210 703</box>
doctor-details: Παθολογική: Καθ' ἑκάστην 10-12 Γ. Χειρουργική: Τρίτην, Πέμπτην 11-12. Ὀφθαλμολογική: Δευτέραν, Τετάρτην 3-5. Ὠτορινολαρυγγολογική: Παρασκευὴν 10-12. Ἀκτινολογικὸν ἐργαστήριον. <box>451 401 654 492</box>
notice-number: Ἀριθ. Πρωτ. 8199 <box>234 971 333 984</box>
books-name: ΒΑΣΙΛΕΙΟΥ ΜΑΝΟΥ <box>884 1407 1073 1427</box>
doctor-details: ΧΕΙΡΟΥΡΓΟΣ. Τέως χειρουργὸς τοῦ Ἑλληνικοῦ Νοσοκομείου. Χειρουργικαὶ ἐπεμβάσεις. Ὁδὸς Βενιζέλου 75. <box>451 1143 654 1195</box>
sale-name: ΑΛΛΑΝΤΙΝ ΠΑΥΛΙΔΟΥ <box>892 1503 1065 1518</box>
books-ad <box>878 1271 1079 1450</box>
doctor-name: Δ. ΚΩΣΤΟΠΟΥΛΟΥ <box>468 235 637 254</box>
anak-title: ΑΝΑΚΟΙΝΩΣΙΣ <box>279 1453 394 1468</box>
books-title: ΕΚΛΕΚΤΑ ΦΙΛΟΛΟΓΙΚΑ ΒΙΒΛΙΑ <box>887 1356 1070 1386</box>
samos-ad <box>1091 654 1587 795</box>
doctor-details: Ἰατρὸς Ἀφροδισιολόγος - Δερματολόγος. Ἀκτινοθεραπεία - Ἠλεκτροθεραπεία. Ὧραι 10-12 π. μ. καὶ 3-7 μ. μ. <box>451 867 654 919</box>
ads-row-1 <box>666 713 1079 1653</box>
doctor-name: ΑΓΓΕΛΟΣ ΚΑΛΛΙΔΗΣ <box>458 936 647 955</box>
news-body: ΑΘΗΝΑΙ 29.— Κατὰ πληροφορίας ἐκ τοῦ Ὑπουργείου Οἰκονομικῶν, ὑπεγράφη σήμερον ἡ σύμβασις μεταξὺ τοῦ Κράτους καὶ τῆς Ἐθνικῆς Τραπέζης διὰ τὴν χορήγησιν δανείου πρὸς ἀποκατάστασιν τῶν προσφύγων. Διὰ τῆς συμβάσεως ἡ Τράπεζα ἀναλαμβάνει νὰ χορηγήσῃ εἰς τὸ Δημόσιον ποσὸν ἐκατὸν ἑκατομμυρίων δραχμῶν, τὸ ὁποῖον θὰ διατεθῇ ἀποκλειστικῶς διὰ τὴν στέγασιν καὶ ἐγκατάστασιν τῶν προσφύγων. Ἐν τῷ μεταξὺ τὸ Ὑπουργικὸν Συμβούλιον συνεδρίασε καὶ ἠσχολήθη μὲ τὸ ζήτημα τῆς ἐνιαίας παρατάξεως. ΑΘΗΝΑΙ 29.— Ὁ κ. Καφαντάρης συνηργάσθη σήμερον μετὰ τῶν ἀρχηγῶν τῶν κομμάτων. Κατόπιν τῆς συσκέψεως ἀνεκοινώθη ὅτι ὑπάρχει πλήρης συμφωνία ἀπόψεων. ΑΘΗΝΑΙ 29.— Ὁ Γάλλος πρεσβευτὴς ἐπεσκέφθη τὸν κ. Πρωθυπουργὸν καὶ τὸν ἐνημέρωσε σχετικῶς μὲ τὰς γαλλικὰς πιστώσεις. <box>666 246 868 695</box>
samos-tel: Φραγκομαχαλᾶ 1 Τηλ. 11-96 <box>1259 782 1419 795</box>
fast-line-ad <box>1091 809 1587 909</box>
apod-title: Η ΑΠΟΔΟΣΙΣ ΤΩΝ ΓΑΛΛΙΚΩΝ ΠΙΣΤΩΣΕΩΝ <box>1095 159 1327 189</box>
column-2 <box>234 72 439 2122</box>
kavounidou-ad <box>1091 511 1587 640</box>
